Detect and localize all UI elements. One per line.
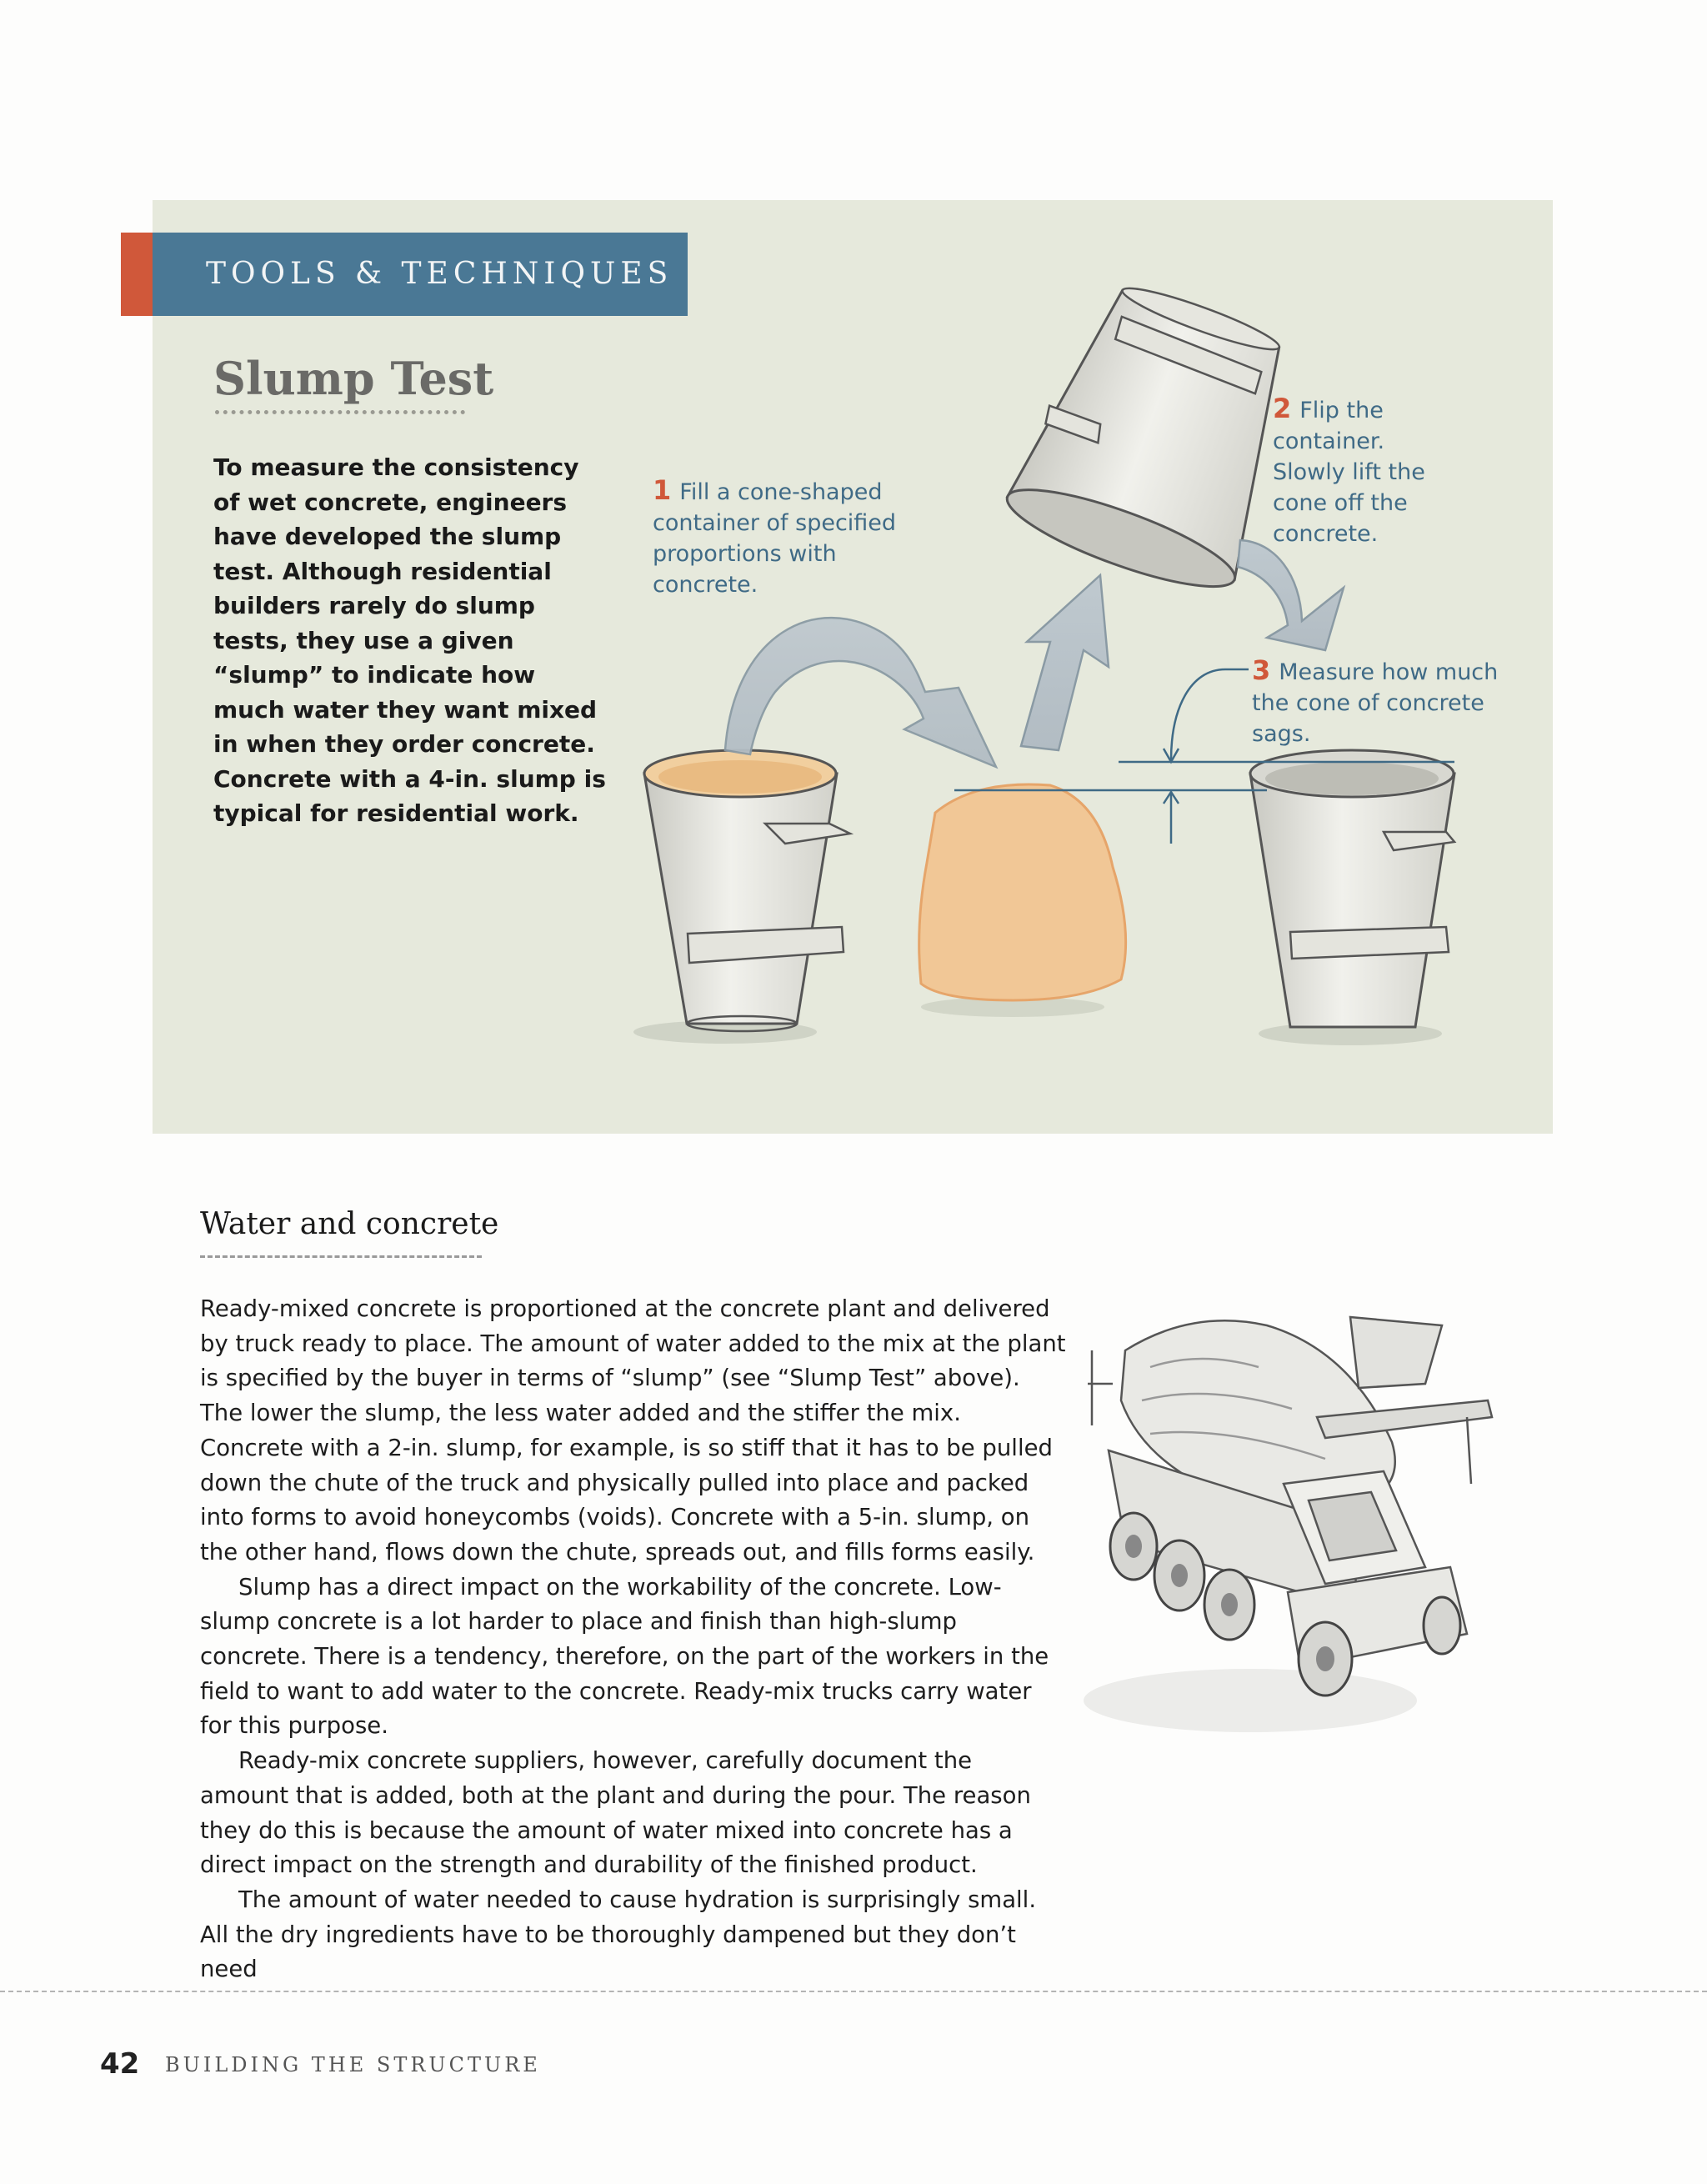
heading-dashed-rule xyxy=(200,1255,482,1258)
running-head: BUILDING THE STRUCTURE xyxy=(165,2053,541,2076)
step-1-number: 1 xyxy=(653,474,672,506)
page-number: 42 xyxy=(100,2047,140,2081)
footer-dashed-rule xyxy=(0,1991,1707,1992)
sidebar-title: Slump Test xyxy=(213,352,494,405)
section-tab-label: TOOLS & TECHNIQUES xyxy=(206,257,673,291)
step-3-text: Measure how much the cone of concrete sags. xyxy=(1252,659,1499,747)
arrow-fill-to-flip xyxy=(725,618,996,767)
reference-cone xyxy=(1250,750,1454,1027)
article-body xyxy=(200,1292,1067,1987)
paragraph: Ready-mix concrete suppliers, however, carefully document the amount that is added, both at the plant and during the pour. The reason they do this is because the amount of water mixed into concrete has a direct impact on the strength and durability of the finished product. xyxy=(200,1747,1031,1879)
leader-3 xyxy=(1171,669,1249,760)
step-1-text: Fill a cone-shaped container of specified proportions with concrete. xyxy=(653,479,897,598)
step-2-number: 2 xyxy=(1273,393,1292,424)
step-3-number: 3 xyxy=(1252,654,1271,686)
arrow-down xyxy=(1238,540,1344,650)
step-2-text: Flip the container. Slowly lift the cone off the concrete. xyxy=(1273,398,1425,547)
slumped-concrete xyxy=(919,784,1126,1000)
paragraph: Slump has a direct impact on the workability of the concrete. Low-slump concrete is a lot harder to place and finish than high-slump concrete. There is a tendency, therefore, on the part of the workers in the field to want to add water to the concrete. Ready-mix trucks carry water for this purpose. xyxy=(200,1573,1049,1740)
article-heading: Water and concrete xyxy=(200,1207,499,1241)
mixer-truck-illustration xyxy=(1075,1292,1509,1767)
paragraph: The amount of water needed to cause hydration is surprisingly small. All the dry ingredients have to be thoroughly dampened but they don’t need xyxy=(200,1886,1037,1983)
paragraph: Ready-mixed concrete is proportioned at the concrete plant and delivered by truck ready to place. The amount of water added to the mix at the plant is specified by the buyer in terms of “slump” (see “Slump Test” above). The lower the slump, the less water added and the stiffer the mix. Concrete with a 2-in. slump, for example, is so stiff that it has to be pulled down the chute of the truck and physically pulled into place and packed into forms to avoid honeycombs (voids). Concrete with a 5-in. slump, on the other hand, flows down the chute, spreads out, and fills forms easily. xyxy=(200,1295,1066,1565)
sidebar-intro: To measure the consistency of wet concrete, engineers have developed the slump test. Although residential builders rarely do slump tests, they use a given “slump” to indicate how much water they want mixed in when they order concrete. Concrete with a 4-in. slump is typical for residential work. xyxy=(213,453,606,827)
arrow-up xyxy=(1021,575,1109,750)
filled-cone xyxy=(644,750,850,1031)
